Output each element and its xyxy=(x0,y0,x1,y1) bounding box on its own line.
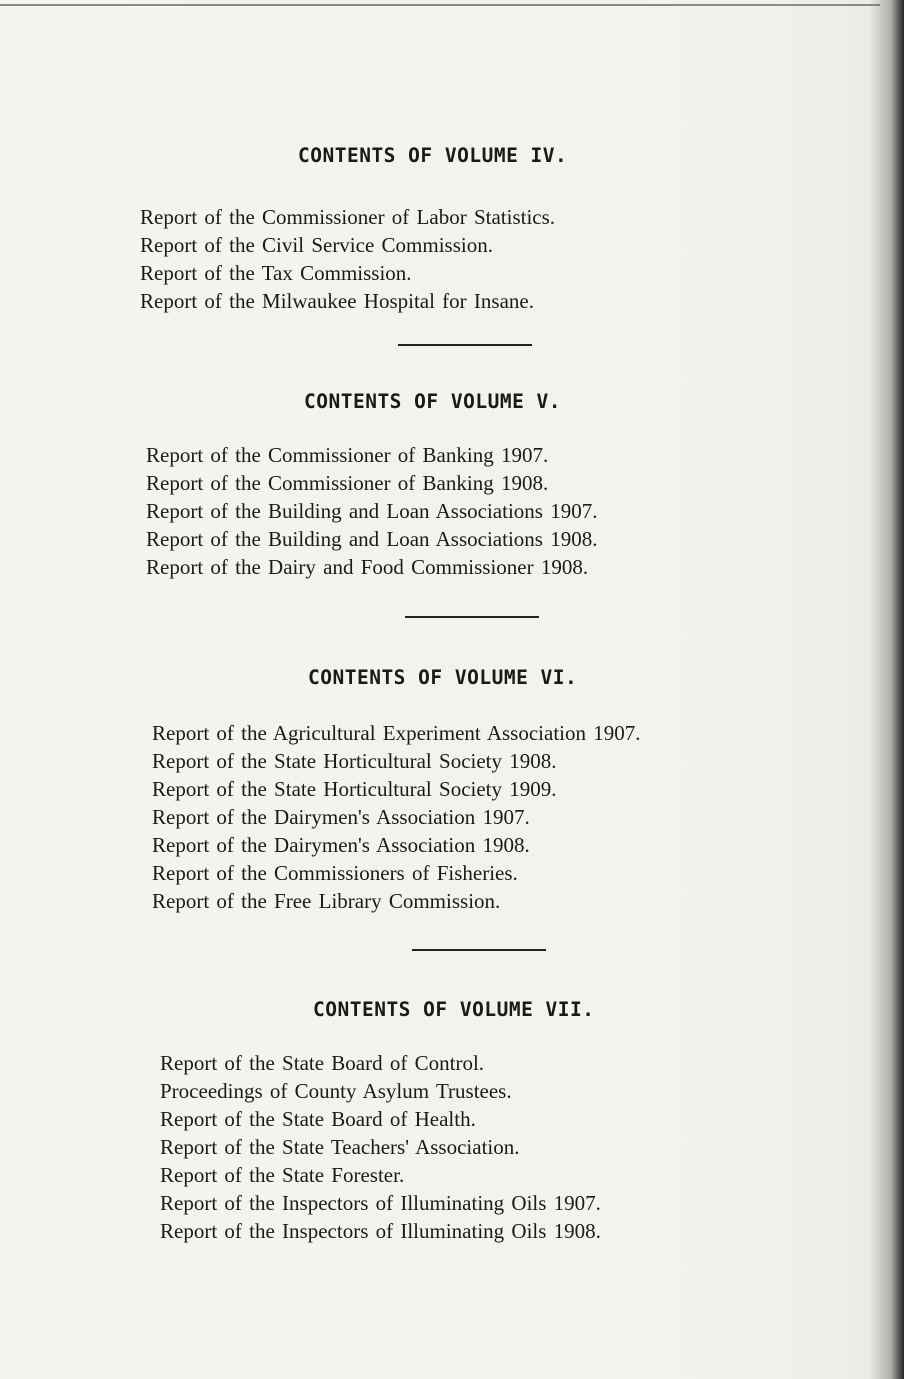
list-item: Report of the State Teachers' Association. xyxy=(160,1135,520,1159)
list-item: Report of the Dairymen's Association 1908. xyxy=(152,833,530,857)
volume-vii-section xyxy=(160,998,780,1245)
list-item: Report of the Inspectors of Illuminating Oils 1907. xyxy=(160,1191,601,1215)
list-item: Report of the State Horticultural Society 1909. xyxy=(152,777,557,801)
top-edge-rule xyxy=(0,4,880,6)
volume-iv-section xyxy=(140,144,760,315)
list-item: Report of the Agricultural Experiment Association 1907. xyxy=(152,721,641,745)
list-item: Report of the Commissioner of Banking 1907. xyxy=(146,443,549,467)
list-item: Report of the Tax Commission. xyxy=(140,261,412,285)
list-item: Proceedings of County Asylum Trustees. xyxy=(160,1079,512,1103)
list-item: Report of the Building and Loan Associations 1907. xyxy=(146,499,598,523)
list-item: Report of the State Board of Health. xyxy=(160,1107,476,1131)
list-item: Report of the Commissioners of Fisheries. xyxy=(152,861,518,885)
volume-v-section xyxy=(146,390,766,581)
list-item: Report of the Inspectors of Illuminating Oils 1908. xyxy=(160,1219,601,1243)
page-edge-shadow xyxy=(870,0,904,1379)
section-divider xyxy=(412,949,546,951)
list-item: Report of the Dairymen's Association 1907. xyxy=(152,805,530,829)
volume-vi-heading: CONTENTS OF VOLUME VI. xyxy=(308,666,578,689)
list-item: Report of the Commissioner of Labor Statistics. xyxy=(140,205,556,229)
section-divider xyxy=(398,344,532,346)
list-item: Report of the State Forester. xyxy=(160,1163,405,1187)
volume-vii-entries xyxy=(160,1049,780,1245)
volume-v-entries xyxy=(146,441,766,581)
section-divider xyxy=(405,616,539,618)
volume-vi-section xyxy=(152,666,772,915)
list-item: Report of the Milwaukee Hospital for Insane. xyxy=(140,289,534,313)
volume-vii-heading: CONTENTS OF VOLUME VII. xyxy=(313,998,595,1021)
volume-vi-entries xyxy=(152,719,772,915)
list-item: Report of the Civil Service Commission. xyxy=(140,233,493,257)
list-item: Report of the State Horticultural Society 1908. xyxy=(152,749,557,773)
list-item: Report of the Commissioner of Banking 1908. xyxy=(146,471,549,495)
list-item: Report of the Free Library Commission. xyxy=(152,889,501,913)
volume-iv-heading: CONTENTS OF VOLUME IV. xyxy=(298,144,568,167)
list-item: Report of the State Board of Control. xyxy=(160,1051,485,1075)
volume-v-heading: CONTENTS OF VOLUME V. xyxy=(304,390,562,413)
list-item: Report of the Building and Loan Associations 1908. xyxy=(146,527,598,551)
volume-iv-entries xyxy=(140,203,760,315)
list-item: Report of the Dairy and Food Commissioner 1908. xyxy=(146,555,589,579)
